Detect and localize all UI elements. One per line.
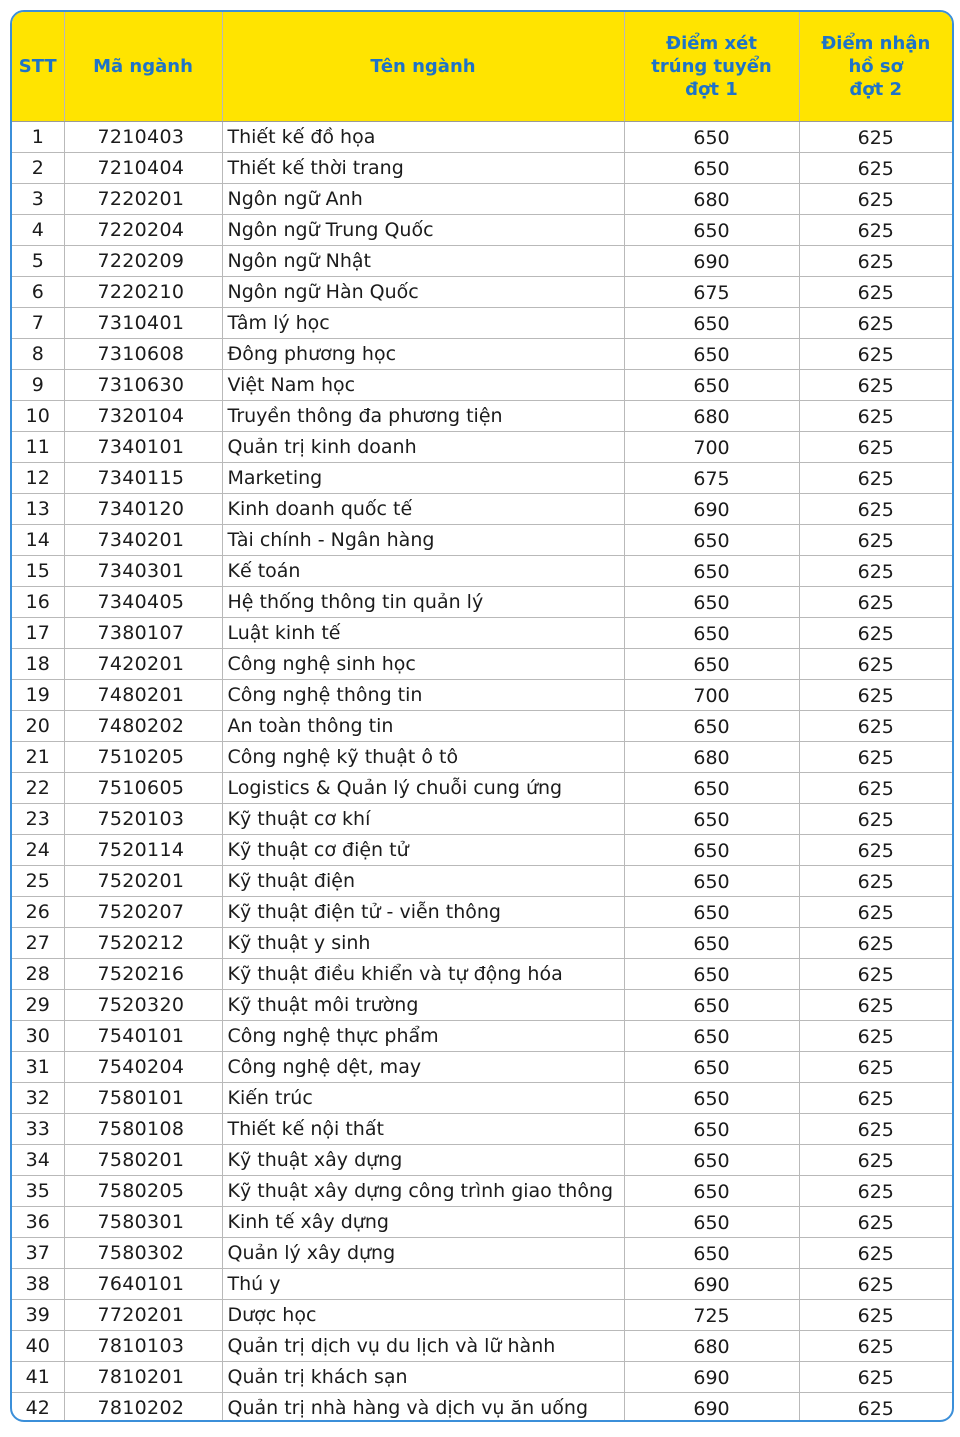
cell-diem-dot-1: 725 bbox=[624, 1299, 799, 1330]
cell-ten-nganh: Ngôn ngữ Nhật bbox=[222, 245, 624, 276]
table-row bbox=[12, 183, 952, 214]
cell-ten-nganh: Kỹ thuật y sinh bbox=[222, 927, 624, 958]
cell-stt: 36 bbox=[12, 1206, 64, 1237]
cell-diem-dot-2: 625 bbox=[799, 865, 952, 896]
cell-diem-dot-1: 650 bbox=[624, 1175, 799, 1206]
cell-ma-nganh: 7520320 bbox=[64, 989, 222, 1020]
table-row bbox=[12, 958, 952, 989]
cell-diem-dot-1: 650 bbox=[624, 369, 799, 400]
cell-stt: 7 bbox=[12, 307, 64, 338]
table-row bbox=[12, 617, 952, 648]
cell-stt: 35 bbox=[12, 1175, 64, 1206]
cell-diem-dot-1: 650 bbox=[624, 1113, 799, 1144]
cell-diem-dot-1: 650 bbox=[624, 648, 799, 679]
cell-ma-nganh: 7340120 bbox=[64, 493, 222, 524]
cell-ten-nganh: Quản lý xây dựng bbox=[222, 1237, 624, 1268]
cell-diem-dot-1: 650 bbox=[624, 1206, 799, 1237]
cell-ma-nganh: 7380107 bbox=[64, 617, 222, 648]
cell-diem-dot-2: 625 bbox=[799, 1206, 952, 1237]
cell-diem-dot-2: 625 bbox=[799, 400, 952, 431]
cell-ma-nganh: 7580205 bbox=[64, 1175, 222, 1206]
cell-ma-nganh: 7720201 bbox=[64, 1299, 222, 1330]
cell-diem-dot-1: 650 bbox=[624, 617, 799, 648]
header-diem-xet-trung-tuyen-dot-1 bbox=[624, 12, 799, 121]
cell-ma-nganh: 7340201 bbox=[64, 524, 222, 555]
cell-diem-dot-2: 625 bbox=[799, 1268, 952, 1299]
cell-diem-dot-2: 625 bbox=[799, 369, 952, 400]
cell-stt: 1 bbox=[12, 121, 64, 152]
header-diem-nhan-ho-so-dot-2 bbox=[799, 12, 952, 121]
cell-stt: 10 bbox=[12, 400, 64, 431]
cell-ma-nganh: 7220204 bbox=[64, 214, 222, 245]
cell-ten-nganh: Quản trị nhà hàng và dịch vụ ăn uống bbox=[222, 1392, 624, 1422]
cell-ten-nganh: Kỹ thuật điện bbox=[222, 865, 624, 896]
table-row bbox=[12, 555, 952, 586]
cell-stt: 9 bbox=[12, 369, 64, 400]
cell-diem-dot-1: 700 bbox=[624, 679, 799, 710]
cell-ten-nganh: Luật kinh tế bbox=[222, 617, 624, 648]
cell-diem-dot-2: 625 bbox=[799, 1175, 952, 1206]
cell-ten-nganh: Công nghệ sinh học bbox=[222, 648, 624, 679]
table-row bbox=[12, 276, 952, 307]
cell-diem-dot-1: 680 bbox=[624, 741, 799, 772]
cell-stt: 8 bbox=[12, 338, 64, 369]
cell-stt: 19 bbox=[12, 679, 64, 710]
cell-ten-nganh: Ngôn ngữ Anh bbox=[222, 183, 624, 214]
table-row bbox=[12, 741, 952, 772]
cell-ten-nganh: Tâm lý học bbox=[222, 307, 624, 338]
cell-diem-dot-1: 650 bbox=[624, 338, 799, 369]
cell-ten-nganh: Marketing bbox=[222, 462, 624, 493]
cell-ten-nganh: Kỹ thuật điện tử - viễn thông bbox=[222, 896, 624, 927]
table-row bbox=[12, 431, 952, 462]
header-line: đợt 2 bbox=[849, 78, 903, 100]
cell-ten-nganh: Thiết kế nội thất bbox=[222, 1113, 624, 1144]
cell-ma-nganh: 7520114 bbox=[64, 834, 222, 865]
table-row bbox=[12, 1020, 952, 1051]
cell-diem-dot-2: 625 bbox=[799, 1330, 952, 1361]
cell-stt: 31 bbox=[12, 1051, 64, 1082]
cell-diem-dot-1: 650 bbox=[624, 586, 799, 617]
cell-ma-nganh: 7520216 bbox=[64, 958, 222, 989]
cell-ma-nganh: 7320104 bbox=[64, 400, 222, 431]
header-ma-nganh: Mã ngành bbox=[64, 12, 222, 121]
table-row bbox=[12, 307, 952, 338]
table-row bbox=[12, 1237, 952, 1268]
cell-ma-nganh: 7540204 bbox=[64, 1051, 222, 1082]
cell-stt: 21 bbox=[12, 741, 64, 772]
cell-diem-dot-2: 625 bbox=[799, 1051, 952, 1082]
cell-diem-dot-1: 675 bbox=[624, 276, 799, 307]
cell-diem-dot-2: 625 bbox=[799, 648, 952, 679]
cell-stt: 11 bbox=[12, 431, 64, 462]
cell-diem-dot-1: 650 bbox=[624, 1144, 799, 1175]
cell-diem-dot-1: 650 bbox=[624, 1020, 799, 1051]
cell-ten-nganh: Việt Nam học bbox=[222, 369, 624, 400]
cell-stt: 3 bbox=[12, 183, 64, 214]
cell-diem-dot-2: 625 bbox=[799, 214, 952, 245]
table-row bbox=[12, 586, 952, 617]
cell-stt: 27 bbox=[12, 927, 64, 958]
cell-stt: 5 bbox=[12, 245, 64, 276]
cell-ma-nganh: 7580302 bbox=[64, 1237, 222, 1268]
cell-diem-dot-2: 625 bbox=[799, 431, 952, 462]
cell-ma-nganh: 7340405 bbox=[64, 586, 222, 617]
table-row bbox=[12, 648, 952, 679]
cell-ma-nganh: 7220209 bbox=[64, 245, 222, 276]
table-row bbox=[12, 803, 952, 834]
table-row bbox=[12, 1144, 952, 1175]
cell-ma-nganh: 7340101 bbox=[64, 431, 222, 462]
cell-stt: 25 bbox=[12, 865, 64, 896]
cell-ma-nganh: 7310608 bbox=[64, 338, 222, 369]
cell-stt: 42 bbox=[12, 1392, 64, 1422]
cell-stt: 40 bbox=[12, 1330, 64, 1361]
cell-ma-nganh: 7340115 bbox=[64, 462, 222, 493]
cell-stt: 14 bbox=[12, 524, 64, 555]
cell-diem-dot-2: 625 bbox=[799, 183, 952, 214]
table-row bbox=[12, 245, 952, 276]
table-row bbox=[12, 493, 952, 524]
cell-stt: 41 bbox=[12, 1361, 64, 1392]
cell-stt: 32 bbox=[12, 1082, 64, 1113]
cell-diem-dot-2: 625 bbox=[799, 462, 952, 493]
table-row bbox=[12, 927, 952, 958]
cell-ten-nganh: Quản trị dịch vụ du lịch và lữ hành bbox=[222, 1330, 624, 1361]
cell-diem-dot-2: 625 bbox=[799, 152, 952, 183]
cell-ten-nganh: Công nghệ thông tin bbox=[222, 679, 624, 710]
cell-ten-nganh: Kinh tế xây dựng bbox=[222, 1206, 624, 1237]
cell-stt: 26 bbox=[12, 896, 64, 927]
cell-diem-dot-2: 625 bbox=[799, 958, 952, 989]
cell-ten-nganh: Thiết kế đồ họa bbox=[222, 121, 624, 152]
table-row bbox=[12, 1299, 952, 1330]
cell-diem-dot-2: 625 bbox=[799, 772, 952, 803]
cell-diem-dot-2: 625 bbox=[799, 586, 952, 617]
cell-stt: 37 bbox=[12, 1237, 64, 1268]
cell-diem-dot-2: 625 bbox=[799, 245, 952, 276]
cell-ma-nganh: 7510205 bbox=[64, 741, 222, 772]
cell-stt: 29 bbox=[12, 989, 64, 1020]
cell-diem-dot-2: 625 bbox=[799, 121, 952, 152]
table-row bbox=[12, 1175, 952, 1206]
cell-ten-nganh: Kế toán bbox=[222, 555, 624, 586]
cell-ma-nganh: 7420201 bbox=[64, 648, 222, 679]
cell-ma-nganh: 7580108 bbox=[64, 1113, 222, 1144]
table-row bbox=[12, 710, 952, 741]
cell-stt: 22 bbox=[12, 772, 64, 803]
cell-diem-dot-2: 625 bbox=[799, 555, 952, 586]
table-row bbox=[12, 152, 952, 183]
table-row bbox=[12, 1206, 952, 1237]
cell-diem-dot-1: 690 bbox=[624, 1392, 799, 1422]
cell-diem-dot-1: 650 bbox=[624, 896, 799, 927]
table-row bbox=[12, 1082, 952, 1113]
cell-ten-nganh: Ngôn ngữ Hàn Quốc bbox=[222, 276, 624, 307]
header-line: trúng tuyển bbox=[651, 55, 772, 77]
cell-ma-nganh: 7520207 bbox=[64, 896, 222, 927]
cell-diem-dot-2: 625 bbox=[799, 524, 952, 555]
cell-diem-dot-1: 675 bbox=[624, 462, 799, 493]
table-row bbox=[12, 1268, 952, 1299]
cell-diem-dot-2: 625 bbox=[799, 834, 952, 865]
cell-ma-nganh: 7510605 bbox=[64, 772, 222, 803]
cell-diem-dot-1: 690 bbox=[624, 245, 799, 276]
cell-diem-dot-2: 625 bbox=[799, 307, 952, 338]
cell-diem-dot-1: 650 bbox=[624, 865, 799, 896]
cell-diem-dot-1: 650 bbox=[624, 1051, 799, 1082]
cell-ma-nganh: 7810103 bbox=[64, 1330, 222, 1361]
table-row bbox=[12, 772, 952, 803]
cell-diem-dot-1: 650 bbox=[624, 524, 799, 555]
table-row bbox=[12, 1330, 952, 1361]
cell-diem-dot-2: 625 bbox=[799, 1237, 952, 1268]
cell-diem-dot-2: 625 bbox=[799, 493, 952, 524]
cell-stt: 4 bbox=[12, 214, 64, 245]
header-ten-nganh: Tên ngành bbox=[222, 12, 624, 121]
cell-stt: 30 bbox=[12, 1020, 64, 1051]
cell-ma-nganh: 7310630 bbox=[64, 369, 222, 400]
cell-ten-nganh: Kỹ thuật xây dựng bbox=[222, 1144, 624, 1175]
table-header bbox=[12, 12, 952, 121]
header-row bbox=[12, 12, 952, 121]
table-row bbox=[12, 214, 952, 245]
cell-diem-dot-1: 680 bbox=[624, 400, 799, 431]
cell-ten-nganh: Thiết kế thời trang bbox=[222, 152, 624, 183]
admission-score-table bbox=[12, 12, 952, 1422]
cell-diem-dot-2: 625 bbox=[857, 1398, 894, 1421]
cell-ten-nganh: An toàn thông tin bbox=[222, 710, 624, 741]
cell-diem-dot-2: 625 bbox=[799, 1299, 952, 1330]
cell-ten-nganh: Kinh doanh quốc tế bbox=[222, 493, 624, 524]
table-row bbox=[12, 400, 952, 431]
cell-ma-nganh: 7810202 bbox=[64, 1392, 222, 1422]
cell-diem-dot-1: 690 bbox=[624, 1268, 799, 1299]
cell-diem-dot-2: 625 bbox=[799, 1144, 952, 1175]
cell-diem-dot-1: 650 bbox=[624, 555, 799, 586]
header-line: hồ sơ bbox=[848, 55, 904, 77]
cell-ten-nganh: Truyền thông đa phương tiện bbox=[222, 400, 624, 431]
cell-diem-dot-1: 650 bbox=[624, 772, 799, 803]
cell-diem-dot-1: 650 bbox=[624, 958, 799, 989]
cell-diem-dot-1: 650 bbox=[624, 710, 799, 741]
cell-diem-dot-2: 625 bbox=[799, 989, 952, 1020]
table-row bbox=[12, 1113, 952, 1144]
cell-ten-nganh: Quản trị khách sạn bbox=[222, 1361, 624, 1392]
cell-diem-dot-1: 690 bbox=[624, 1361, 799, 1392]
cell-ma-nganh: 7210404 bbox=[64, 152, 222, 183]
cell-stt: 24 bbox=[12, 834, 64, 865]
cell-stt: 18 bbox=[12, 648, 64, 679]
cell-diem-dot-2: 625 bbox=[799, 338, 952, 369]
cell-diem-dot-1: 650 bbox=[624, 1237, 799, 1268]
cell-diem-dot-2: 625 bbox=[799, 276, 952, 307]
cell-diem-dot-2: 625 bbox=[799, 1082, 952, 1113]
cell-stt: 17 bbox=[12, 617, 64, 648]
cell-stt: 6 bbox=[12, 276, 64, 307]
cell-diem-dot-2: 625 bbox=[799, 896, 952, 927]
table-row bbox=[12, 338, 952, 369]
cell-diem-dot-1: 700 bbox=[624, 431, 799, 462]
cell-stt: 23 bbox=[12, 803, 64, 834]
cell-ma-nganh: 7220201 bbox=[64, 183, 222, 214]
cell-diem-dot-1: 650 bbox=[624, 803, 799, 834]
table-row bbox=[12, 1392, 952, 1422]
cell-ten-nganh: Công nghệ dệt, may bbox=[222, 1051, 624, 1082]
table-row bbox=[12, 896, 952, 927]
cell-diem-dot-2: 625 bbox=[799, 617, 952, 648]
cell-diem-dot-1: 650 bbox=[624, 989, 799, 1020]
cell-ten-nganh: Thú y bbox=[222, 1268, 624, 1299]
cell-ma-nganh: 7640101 bbox=[64, 1268, 222, 1299]
table-row bbox=[12, 121, 952, 152]
cell-stt: 34 bbox=[12, 1144, 64, 1175]
cell-ten-nganh: Công nghệ kỹ thuật ô tô bbox=[222, 741, 624, 772]
cell-ten-nganh: Logistics & Quản lý chuỗi cung ứng bbox=[222, 772, 624, 803]
cell-ma-nganh: 7220210 bbox=[64, 276, 222, 307]
cell-ma-nganh: 7310401 bbox=[64, 307, 222, 338]
cell-ma-nganh: 7580201 bbox=[64, 1144, 222, 1175]
cell-diem-dot-2: 625 bbox=[799, 1361, 952, 1392]
table-row bbox=[12, 1361, 952, 1392]
header-stt: STT bbox=[12, 12, 64, 121]
cell-stt: 12 bbox=[12, 462, 64, 493]
cell-ten-nganh: Tài chính - Ngân hàng bbox=[222, 524, 624, 555]
cell-ma-nganh: 7520212 bbox=[64, 927, 222, 958]
cell-diem-dot-1: 650 bbox=[624, 307, 799, 338]
cell-ten-nganh: Dược học bbox=[222, 1299, 624, 1330]
cell-ma-nganh: 7580301 bbox=[64, 1206, 222, 1237]
cell-diem-dot-1: 680 bbox=[624, 1330, 799, 1361]
table-row bbox=[12, 679, 952, 710]
cell-diem-dot-2: 625 bbox=[799, 1113, 952, 1144]
cell-ten-nganh: Đông phương học bbox=[222, 338, 624, 369]
cell-diem-dot-2: 625 bbox=[799, 679, 952, 710]
table-row bbox=[12, 1051, 952, 1082]
cell-ma-nganh: 7480202 bbox=[64, 710, 222, 741]
table-row bbox=[12, 865, 952, 896]
cell-ten-nganh: Kỹ thuật môi trường bbox=[222, 989, 624, 1020]
cell-stt: 38 bbox=[12, 1268, 64, 1299]
cell-diem-dot-1: 650 bbox=[624, 214, 799, 245]
cell-stt: 33 bbox=[12, 1113, 64, 1144]
table-body bbox=[12, 121, 952, 1422]
table-row bbox=[12, 834, 952, 865]
table-row bbox=[12, 524, 952, 555]
cell-ma-nganh: 7210403 bbox=[64, 121, 222, 152]
header-line: đợt 1 bbox=[685, 78, 738, 100]
cell-ten-nganh: Kiến trúc bbox=[222, 1082, 624, 1113]
cell-ten-nganh: Công nghệ thực phẩm bbox=[222, 1020, 624, 1051]
cell-diem-dot-2: 625 bbox=[799, 803, 952, 834]
cell-ma-nganh: 7340301 bbox=[64, 555, 222, 586]
cell-diem-dot-2: 625 bbox=[799, 741, 952, 772]
cell-ten-nganh: Kỹ thuật điều khiển và tự động hóa bbox=[222, 958, 624, 989]
cell-ma-nganh: 7810201 bbox=[64, 1361, 222, 1392]
cell-stt: 15 bbox=[12, 555, 64, 586]
cell-diem-dot-2: 625 bbox=[799, 710, 952, 741]
cell-diem-dot-1: 650 bbox=[624, 927, 799, 958]
table-row bbox=[12, 462, 952, 493]
cell-stt: 20 bbox=[12, 710, 64, 741]
cell-diem-dot-1: 650 bbox=[624, 152, 799, 183]
cell-diem-dot-1: 690 bbox=[624, 493, 799, 524]
cell-diem-dot-1: 680 bbox=[624, 183, 799, 214]
cell-ten-nganh: Kỹ thuật cơ khí bbox=[222, 803, 624, 834]
cell-stt: 39 bbox=[12, 1299, 64, 1330]
cell-ma-nganh: 7540101 bbox=[64, 1020, 222, 1051]
cell-stt: 16 bbox=[12, 586, 64, 617]
cell-stt: 13 bbox=[12, 493, 64, 524]
header-line: Điểm nhận bbox=[821, 32, 931, 54]
cell-diem-dot-1: 650 bbox=[624, 834, 799, 865]
cell-ten-nganh: Ngôn ngữ Trung Quốc bbox=[222, 214, 624, 245]
cell-diem-dot-2: 625 bbox=[799, 927, 952, 958]
table-row bbox=[12, 369, 952, 400]
cell-diem-dot-2: 625 bbox=[799, 1020, 952, 1051]
admission-score-table-frame bbox=[10, 10, 954, 1422]
cell-stt: 2 bbox=[12, 152, 64, 183]
header-line: Điểm xét bbox=[666, 32, 757, 54]
table-row bbox=[12, 989, 952, 1020]
cell-ma-nganh: 7480201 bbox=[64, 679, 222, 710]
cell-ten-nganh: Kỹ thuật xây dựng công trình giao thông bbox=[222, 1175, 624, 1206]
cell-ten-nganh: Quản trị kinh doanh bbox=[222, 431, 624, 462]
cell-ma-nganh: 7520103 bbox=[64, 803, 222, 834]
cell-diem-dot-1: 650 bbox=[624, 1082, 799, 1113]
cell-stt: 28 bbox=[12, 958, 64, 989]
cell-diem-dot-1: 650 bbox=[624, 121, 799, 152]
cell-ma-nganh: 7580101 bbox=[64, 1082, 222, 1113]
cell-ten-nganh: Kỹ thuật cơ điện tử bbox=[222, 834, 624, 865]
cell-ten-nganh: Hệ thống thông tin quản lý bbox=[222, 586, 624, 617]
cell-ma-nganh: 7520201 bbox=[64, 865, 222, 896]
